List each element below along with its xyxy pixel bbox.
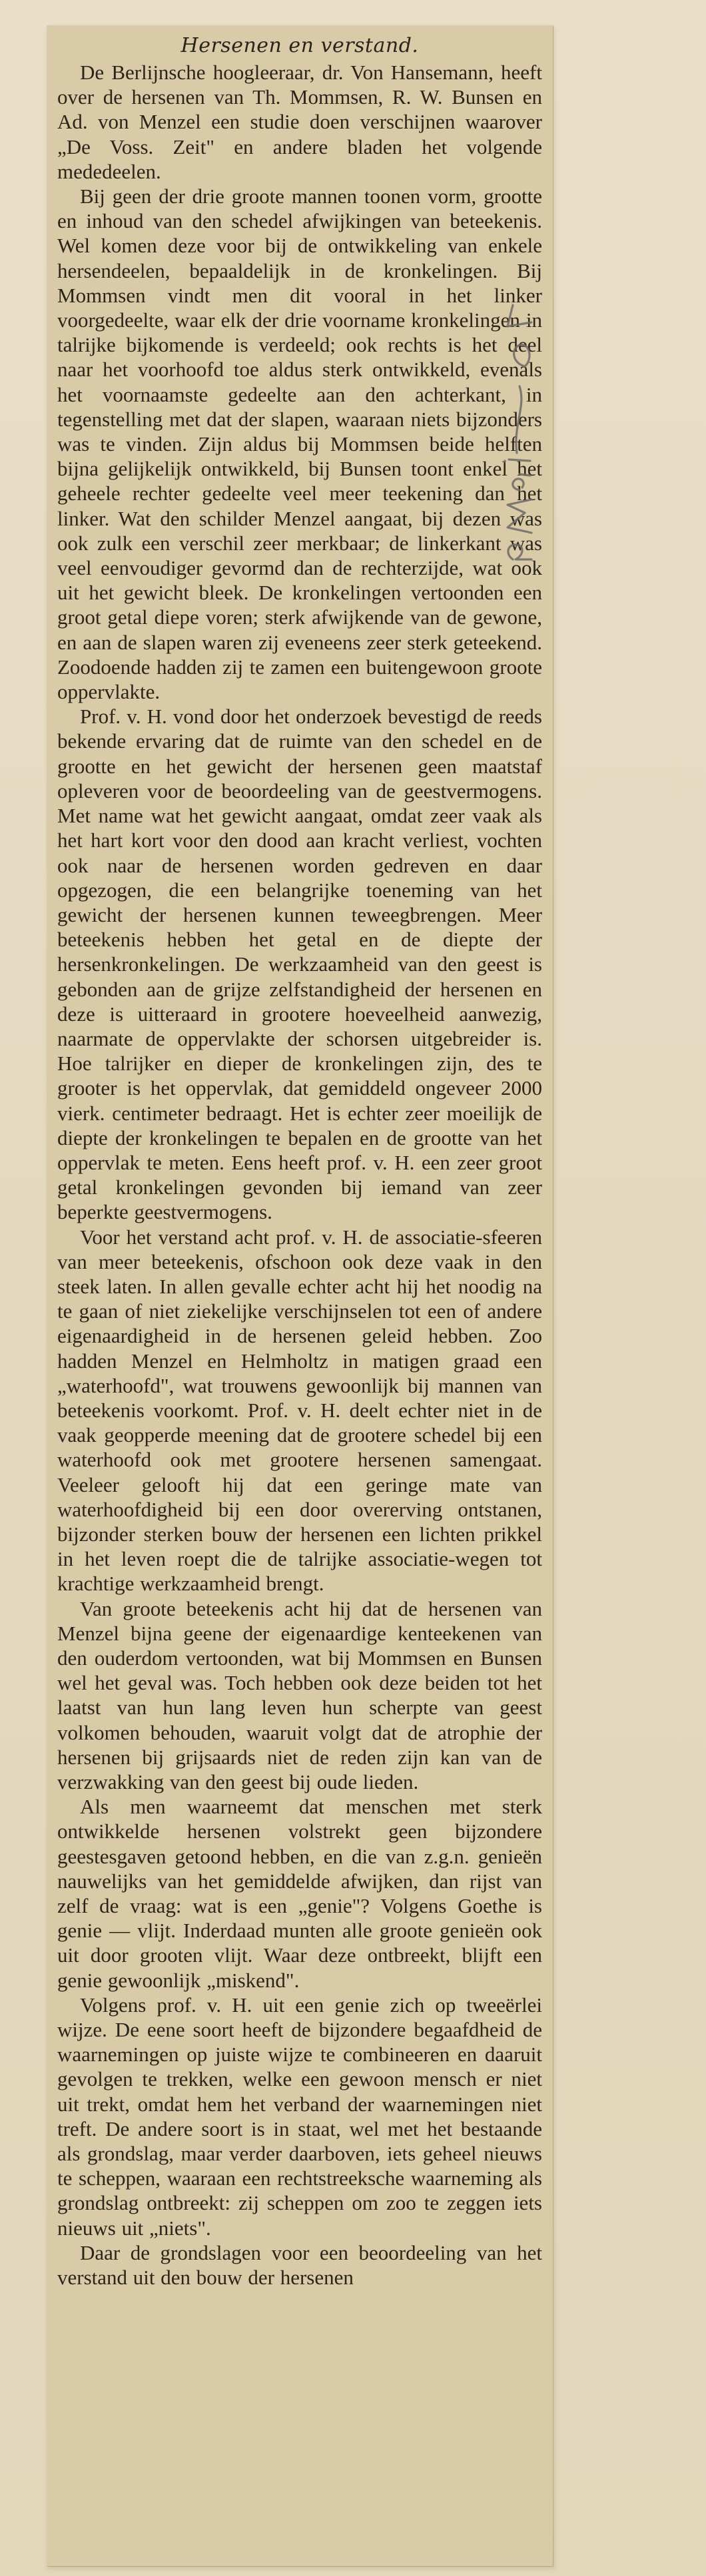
article-paragraph: Volgens prof. v. H. uit een genie zich op tweeërlei wijze. De eene soort heeft de bijzondere begaafdheid de waarnemingen op juiste wijze te combineeren en daaruit gevolgen te trekken, welke een gewoon mensch er niet uit trekt, omdat hem het verband der waarnemingen niet treft. De andere soort is in staat, wel met het bestaande als grondslag, maar verder daarboven, iets geheel nieuws te scheppen, waaraan een rechtstreeksche waarneming als grondslag ontbreekt: zij scheppen om zoo te zeggen iets nieuws uit „niets". xyxy=(57,1993,542,2240)
newspaper-clipping xyxy=(47,25,553,2566)
article-paragraph: Als men waarneemt dat menschen met sterk ontwikkelde hersenen volstrekt geen bijzondere geestesgaven getoond hebben, en die van z.g.n. genieën nauwelijks van het gemiddelde afwijken, dan rijst van zelf de vraag: wat is een „genie"? Volgens Goethe is genie — vlijt. Inderdaad munten alle groote genieën ook uit door grooten vlijt. Waar deze ontbreekt, blijft een genie gewoonlijk „miskend". xyxy=(57,1795,542,1992)
article-paragraph: Bij geen der drie groote mannen toonen vorm, grootte en inhoud van den schedel afwijkingen van beteekenis. Wel komen deze voor bij de ontwikkeling van enkele hersendeelen, bepaaldelijk in de kronkelingen. Bij Mommsen vindt men dit vooral in het linker voorgedeelte, waar elk der drie voorname kronkelingen in talrijke bijkomende is verdeeld; ook rechts is het deel naar het voorhoofd toe aldus sterk ontwikkeld, evenals het voornaamste gedeelte aan den achterkant, in tegenstelling met dat der slapen, waaraan niets bijzonders was te vinden. Zijn aldus bij Mommsen beide helften bijna gelijkelijk ontwikkeld, bij Bunsen toont enkel het geheele rechter gedeelte veel meer teekening dan het linker. Wat den schilder Menzel aangaat, bij dezen was ook zulk een verschil zeer merkbaar; de linkerkant was veel eenvoudiger gevormd dan de rechterzijde, wat ook uit het gewicht bleek. De kronkelingen vertoonden een groot getal diepe voren; sterk afwijkende van de gewone, en aan de slapen waren zij eveneens zeer sterk geteekend. Zoodoende hadden zij te zamen een buitengewoon groote oppervlakte. xyxy=(57,184,542,704)
article-paragraph: De Berlijnsche hoogleeraar, dr. Von Hansemann, heeft over de hersenen van Th. Mommsen, R. W. Bunsen en Ad. von Menzel een studie doen verschijnen waarover „De Voss. Zeit" en andere bladen het volgende mededeelen. xyxy=(57,61,542,183)
article-body xyxy=(57,60,542,2290)
article-paragraph: Voor het verstand acht prof. v. H. de associatie-sfeeren van meer beteekenis, ofschoon ook deze vaak in den steek laten. In allen gevalle echter acht hij het noodig na te gaan of niet ziekelijke verschijnselen tot een of andere eigenaardigheid in de hersenen geleid hebben. Zoo hadden Menzel en Helmholtz in matigen graad een „waterhoofd", wat trouwens gewoonlijk bij mannen van beteekenis voorkomt. Prof. v. H. deelt echter niet in de vaak geopperde meening dat de grootere schedel bij een waterhoofd ook met grootere hersenen samengaat. Veeleer gelooft hij dat een geringe mate van waterhoofdigheid bij een door overerving ontstanen, bijzonder sterken bouw der hersenen een lichten prikkel in het leven roept die de talrijke associatie-wegen tot krachtige werkzaamheid brengt. xyxy=(57,1225,542,1596)
article-title: Hersenen en verstand. xyxy=(180,34,419,57)
article-paragraph: Prof. v. H. vond door het onderzoek bevestigd de reeds bekende ervaring dat de ruimte van den schedel en de grootte en het gewicht der hersenen geen maatstaf opleveren voor de beoordeeling van de geestvermogens. Met name wat het gewicht aangaat, omdat zeer vaak als het hart kort voor den dood aan kracht verliest, vochten ook naar de hersenen worden gedreven en daar opgezogen, die een belangrijke toeneming van het gewicht der hersenen kunnen teweegbrengen. Meer beteekenis hebben het getal en de diepte der hersenkronkelingen. De werkzaamheid van den geest is gebonden aan de grijze zelfstandigheid der hersenen en deze is uitteraard in grootere hoeveelheid aanwezig, naarmate de oppervlakte der schorsen uitgebreider is. Hoe talrijker en dieper de kronkelingen zijn, des te grooter is het oppervlak, dat gemiddeld ongeveer 2000 vierk. centimeter bedraagt. Het is echter zeer moeilijk de diepte der kronkelingen te bepalen en de grootte van het oppervlak te meten. Eens heeft prof. v. H. een zeer groot getal kronkelingen gevonden bij iemand van zeer beperkte geestvermogens. xyxy=(57,705,542,1224)
article-paragraph: Van groote beteekenis acht hij dat de hersenen van Menzel bijna geene der eigenaardige kenteekenen van den ouderdom vertoonden, wat bij Mommsen en Bunsen wel het geval was. Toch hebben ook deze beiden tot het laatst van hun lang leven hun scherpte van geest volkomen behouden, waaruit volgt dat de atrophie der hersenen bij grijsaards niet de reden zijn kan van de verzwakking van den geest bij oude lieden. xyxy=(57,1596,542,1794)
article-paragraph: Daar de grondslagen voor een beoordeeling van het verstand uit den bouw der hersenen xyxy=(57,2240,542,2290)
